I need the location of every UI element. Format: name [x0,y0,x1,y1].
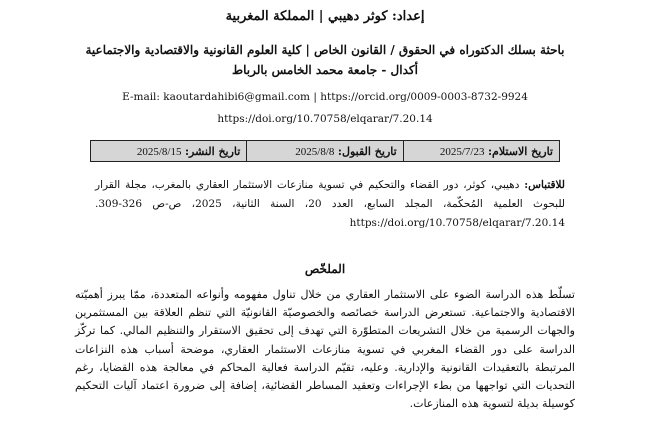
email-orcid-line: E-mail: kaoutardahibi6@gmail.com | https://orcid.org/0009-0003-8732-9924 [122,91,528,103]
citation-label: للاقتباس: [524,179,565,191]
date-published-label: تاريخ النشر: [184,144,241,158]
dates-table [90,140,560,162]
dates-row [91,141,560,162]
date-received-label: تاريخ الاستلام: [487,144,553,158]
date-accepted-cell [247,141,403,162]
author-line: إعداد: كوثر دهيبي | المملكة المغربية [225,9,425,24]
date-published-cell [91,141,247,162]
abstract-text: تسلّط هذه الدراسة الضوء على الاستثمار العقاري من خلال تناول مفهومه وأنواعه المتعددة، ممّا يبرز أهميّته الاقتصادية والاجتماعية. تستعرض الدراسة خصائصه والخصوصيّة القانونيّة التي تنظم العلاقة بين المستثمرين والجهات الرسمية من خلال التشريعات المتطوّرة التي تهدف إلى تحقيق الاستقرار والتنظيم المالي. كما تركّز الدراسة على دور القضاء المغربي في تسوية منازعات الاستثمار العقاري، موضحة أسباب هذه النزاعات المرتبطة بالتعقيدات القانونية والإدارية. وعليه، تقيّم الدراسة فعالية المحاكم في معالجة هذه القضايا، رغم التحديات التي تواجهها من بطء الإجراءات وتعقيد المساطر القضائية، إضافة إلى ضرورة اعتماد آليات التحكيم كوسيلة بديلة لتسوية هذه المنازعات. [75,288,575,411]
citation-text: دهيبي، كوثر، دور القضاء والتحكيم في تسوية منازعات الاستثمار العقاري بالمغرب، مجلة القرار للبحوث العلمية المُحكّمة، المجلد السابع، العدد 20، السنة الثانية، 2025، ص-ص 326-309. https://doi.org/10.70758/elqarar/7.20.14 [95,179,565,229]
contact-block [70,86,580,130]
date-received-value: 2025/7/23 [439,145,485,158]
date-accepted-label: تاريخ القبول: [337,144,397,158]
doi-link[interactable]: https://doi.org/10.70758/elqarar/7.20.14 [217,113,433,125]
citation-block [95,176,565,233]
date-accepted-value: 2025/8/8 [295,145,335,158]
affiliation: باحثة بسلك الدكتوراه في الحقوق / القانون الخاص | كلية العلوم القانونية والاقتصادية والاجتماعية أكدال - جامعة محمد الخامس بالرباط [85,43,565,77]
date-received-cell [403,141,559,162]
abstract-title: الملخّص [304,262,346,276]
date-published-value: 2025/8/15 [136,145,182,158]
